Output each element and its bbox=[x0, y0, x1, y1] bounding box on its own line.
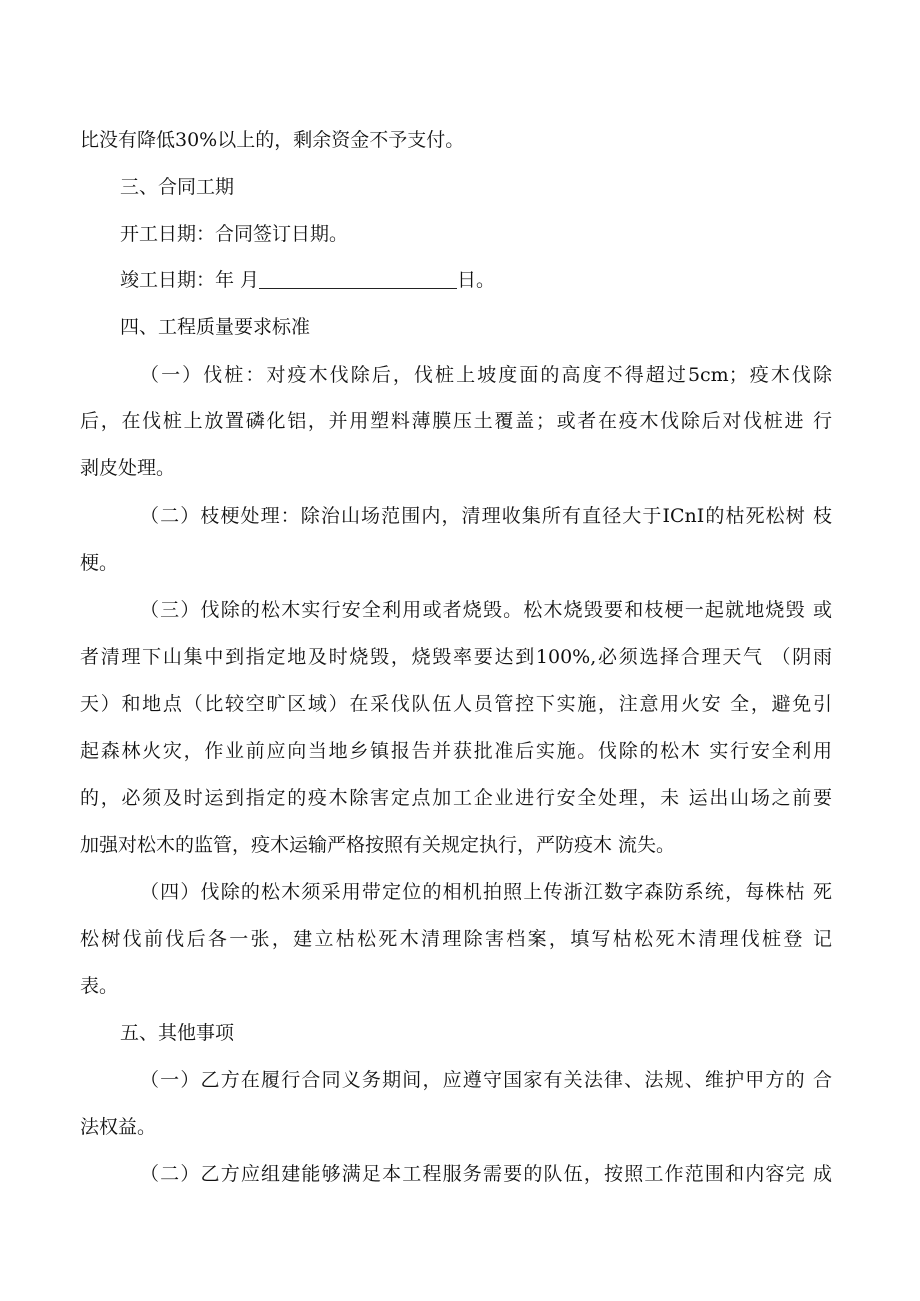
paragraph-line: 起森林火灾，作业前应向当地乡镇报告并获批准后实施。伐除的松木 实行安全利用 bbox=[80, 740, 832, 762]
paragraph-line: （二）枝梗处理：除治山场范围内，清理收集所有直径大于ICnI的枯死松树 枝 bbox=[140, 505, 832, 527]
paragraph-line: 加强对松木的监管，疫木运输严格按照有关规定执行，严防疫木 流失。 bbox=[80, 834, 676, 856]
paragraph-line: 梗。 bbox=[80, 552, 119, 574]
paragraph-line: （一）乙方在履行合同义务期间，应遵守国家有关法律、法规、维护甲方的 合 bbox=[140, 1069, 832, 1091]
paragraph-line: （三）伐除的松木实行安全利用或者烧毁。松木烧毁要和枝梗一起就地烧毁 或 bbox=[140, 599, 832, 621]
paragraph-line: 比没有降低30%以上的，剩余资金不予支付。 bbox=[80, 129, 465, 151]
end-date-line bbox=[120, 266, 832, 294]
end-date-label: 竣工日期：年 月 bbox=[120, 269, 260, 291]
paragraph-line: 表。 bbox=[80, 975, 119, 997]
paragraph-line: 的，必须及时运到指定的疫木除害定点加工企业进行安全处理，未 运出山场之前要 bbox=[80, 787, 832, 809]
start-date-line: 开工日期：合同签订日期。 bbox=[120, 223, 349, 245]
section-heading-schedule: 三、合同工期 bbox=[120, 176, 235, 198]
paragraph-line: 剥皮处理。 bbox=[80, 457, 176, 479]
paragraph-line: 天）和地点（比较空旷区域）在采伐队伍人员管控下实施，注意用火安 全，避免引 bbox=[80, 693, 832, 715]
date-blank-field bbox=[259, 268, 457, 289]
section-heading-quality: 四、工程质量要求标准 bbox=[120, 316, 311, 338]
paragraph-line: （一）伐桩：对疫木伐除后，伐桩上坡度面的高度不得超过5cm；疫木伐除 bbox=[140, 364, 832, 386]
paragraph-line: 后，在伐桩上放置磷化铝，并用塑料薄膜压土覆盖；或者在疫木伐除后对伐桩进 行 bbox=[80, 410, 832, 432]
paragraph-line: （二）乙方应组建能够满足本工程服务需要的队伍，按照工作范围和内容完 成 bbox=[140, 1163, 832, 1185]
end-date-suffix: 日。 bbox=[457, 269, 496, 291]
paragraph-line: 者清理下山集中到指定地及时烧毁，烧毁率要达到100%,必须选择合理天气 （阴雨 bbox=[80, 646, 832, 668]
paragraph-line: 法权益。 bbox=[80, 1116, 157, 1138]
section-heading-other: 五、其他事项 bbox=[120, 1022, 235, 1044]
paragraph-line: 松树伐前伐后各一张，建立枯松死木清理除害档案，填写枯松死木清理伐桩登 记 bbox=[80, 928, 832, 950]
paragraph-line: （四）伐除的松木须采用带定位的相机拍照上传浙江数字森防系统，每株枯 死 bbox=[140, 881, 832, 903]
